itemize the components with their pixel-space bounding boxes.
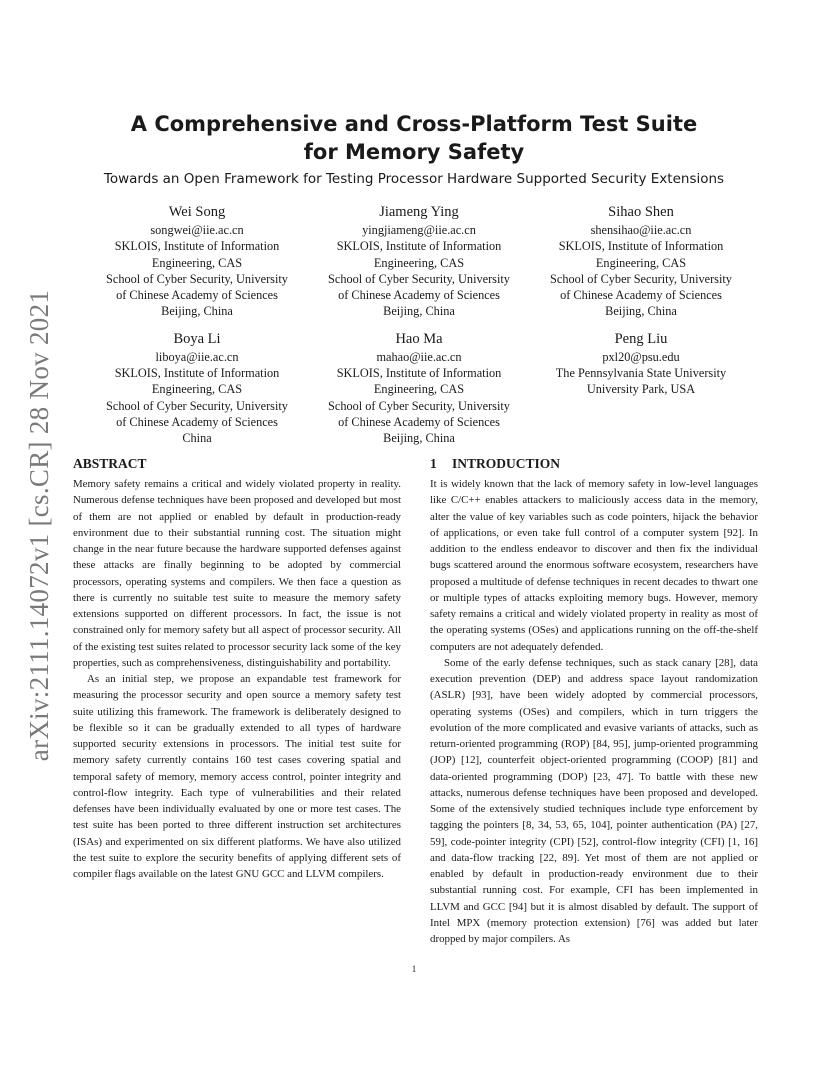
author-email: liboya@iie.ac.cn bbox=[155, 349, 239, 364]
author-name: Wei Song bbox=[168, 204, 226, 220]
author-affiliation-line: Engineering, CAS bbox=[373, 382, 465, 397]
author-block bbox=[86, 330, 308, 447]
introduction-section bbox=[430, 455, 758, 947]
author-email: pxl20@psu.edu bbox=[602, 349, 680, 364]
author-block bbox=[530, 203, 752, 320]
title-line-2: for Memory Safety bbox=[303, 140, 525, 164]
author-email: songwei@iie.ac.cn bbox=[150, 223, 244, 237]
author-email: mahao@iie.ac.cn bbox=[376, 349, 462, 364]
author-affiliation-line: Beijing, China bbox=[161, 304, 233, 319]
introduction-paragraph-2: Some of the early defense techniques, such as stack canary [28], data execution prevention (DEP) and address space layout randomization (ASLR) [93], have been widely adopted by commercial processors, operating systems (OSes) and compilers, which in turn triggers the evolution of the more complicated and evasive variants of attacks, such as return-oriented programming (ROP) [84, 95], jump-oriented programming (JOP) [12], counterfeit object-oriented programming (COOP) [81] and data-oriented programming (DOP) [23, 47]. To battle with these new attacks, numerous defense techniques have been proposed and developed. Some of the extensively studied techniques include type enforcement by tagging the pointers [8, 34, 53, 65, 104], pointer authentication (PA) [27, 59], code-pointer integrity (CPI) [52], control-flow integrity (CFI) [1, 16] and data-flow tracking [22, 89]. Yet most of them are not applied or enabled by default in production-ready environment due to their substantial running cost. For example, CFI has been implemented in LLVM and GCC [94] but it is almost disabled by default. The support of Intel MPX (memory protection extension) [76] was added but later dropped by major compilers. As bbox=[430, 656, 758, 945]
author-affiliation-line: of Chinese Academy of Sciences bbox=[116, 414, 278, 429]
author-list bbox=[86, 203, 754, 447]
page-number: 1 bbox=[411, 964, 417, 974]
section-title: INTRODUCTION bbox=[452, 456, 561, 471]
author-block bbox=[86, 203, 308, 320]
author-affiliation-line: Engineering, CAS bbox=[373, 255, 465, 270]
arxiv-identifier-sidebar bbox=[14, 280, 66, 770]
author-block bbox=[308, 330, 530, 447]
author-affiliation-line: Engineering, CAS bbox=[595, 255, 687, 270]
author-affiliation-line: School of Cyber Security, University bbox=[106, 398, 288, 413]
introduction-paragraph-1: It is widely known that the lack of memory safety in low-level languages like C/C++ enables attackers to maliciously access data in the memory, alter the value of key variables such as code pointers, hijack the behavior of applications, or even take full control of a computer system [92]. In addition to the endless endeavor to discover and then fix the individual bugs scattered around the enormous software ecosystem, researchers have proposed a multitude of defense techniques in recent decades to thwart one or multiple types of attacks exploiting memory bugs. However, memory safety remains a critical and widely violated property in reality as most of the operating systems (OSes) and applications running on the off-the-shelf computers are not adequately defended. bbox=[430, 478, 758, 653]
abstract-heading: ABSTRACT bbox=[73, 456, 147, 471]
author-affiliation-line: SKLOIS, Institute of Information bbox=[336, 239, 502, 254]
abstract-paragraph-1: Memory safety remains a critical and widely violated property in reality. Numerous defense techniques have been proposed and developed but most of them are not applied or enabled by default in production-ready environment due to their substantial running cost. The situation might change in the near future because the hardware supported defenses against these attacks are finally beginning to be adopted by commercial processors, operating systems and compilers. We then face a question as there is currently no suitable test suite to measure the memory safety extensions supported on different processors. In fact, the issue is not constrained only for memory safety but all aspect of processor security. All of the existing test suites related to processor security lack some of the key properties, such as comprehensiveness, distinguishability and portability. bbox=[73, 478, 401, 669]
author-name: Jiameng Ying bbox=[379, 204, 459, 220]
author-affiliation-line: School of Cyber Security, University bbox=[550, 271, 732, 286]
author-affiliation-line: SKLOIS, Institute of Information bbox=[558, 239, 724, 254]
author-affiliation-line: Engineering, CAS bbox=[151, 382, 243, 397]
author-block bbox=[308, 203, 530, 320]
abstract-section bbox=[73, 455, 401, 882]
author-affiliation-line: China bbox=[182, 431, 212, 446]
author-affiliation-line: SKLOIS, Institute of Information bbox=[114, 366, 280, 381]
author-block bbox=[530, 330, 752, 447]
author-affiliation-line: Beijing, China bbox=[383, 431, 455, 446]
author-name: Sihao Shen bbox=[608, 204, 674, 220]
arxiv-identifier: arXiv:2111.14072v1 [cs.CR] 28 Nov 2021 bbox=[24, 289, 55, 761]
author-affiliation-line: Beijing, China bbox=[383, 304, 455, 319]
title-line-1: A Comprehensive and Cross-Platform Test Suite bbox=[130, 112, 698, 136]
paper-title bbox=[70, 110, 758, 166]
author-affiliation-line: of Chinese Academy of Sciences bbox=[338, 288, 500, 303]
author-affiliation-line: The Pennsylvania State University bbox=[555, 366, 727, 381]
author-affiliation-line: of Chinese Academy of Sciences bbox=[560, 288, 722, 303]
author-name: Hao Ma bbox=[395, 330, 443, 347]
section-number: 1 bbox=[430, 456, 437, 471]
author-affiliation-line: Beijing, China bbox=[605, 304, 677, 319]
author-affiliation-line: SKLOIS, Institute of Information bbox=[336, 366, 502, 381]
author-affiliation-line: University Park, USA bbox=[586, 382, 696, 397]
paper-subtitle: Towards an Open Framework for Testing Processor Hardware Supported Security Extensions bbox=[103, 171, 725, 187]
author-affiliation-line: School of Cyber Security, University bbox=[328, 271, 510, 286]
abstract-paragraph-2: As an initial step, we propose an expandable test framework for measuring the processor security and open source a memory safety test suite utilizing this framework. The framework is deliberately designed to be flexible so it can be gradually extended to all types of hardware supported security extensions in processors. The initial test suite for memory safety currently contains 160 test cases covering spatial and temporal safety of memory, memory access control, pointer integrity and control-flow integrity. Each type of vulnerabilities and their related defenses have been individually evaluated by one or more test cases. The test suite has been ported to three different instruction set architectures (ISAs) and experimented on six different platforms. We have also utilized the test suite to explore the security benefits of applying different sets of compiler flags available on the latest GNU GCC and LLVM compilers. bbox=[73, 673, 401, 880]
author-email: yingjiameng@iie.ac.cn bbox=[362, 223, 476, 237]
author-affiliation-line: School of Cyber Security, University bbox=[106, 271, 288, 286]
author-affiliation-line: Engineering, CAS bbox=[151, 255, 243, 270]
author-affiliation-line: SKLOIS, Institute of Information bbox=[114, 239, 280, 254]
author-name: Peng Liu bbox=[614, 330, 668, 347]
author-affiliation-line: of Chinese Academy of Sciences bbox=[338, 414, 500, 429]
author-email: shensihao@iie.ac.cn bbox=[590, 223, 692, 237]
introduction-heading bbox=[430, 455, 758, 473]
author-affiliation-line: of Chinese Academy of Sciences bbox=[116, 288, 278, 303]
author-name: Boya Li bbox=[173, 330, 221, 347]
author-affiliation-line: School of Cyber Security, University bbox=[328, 398, 510, 413]
